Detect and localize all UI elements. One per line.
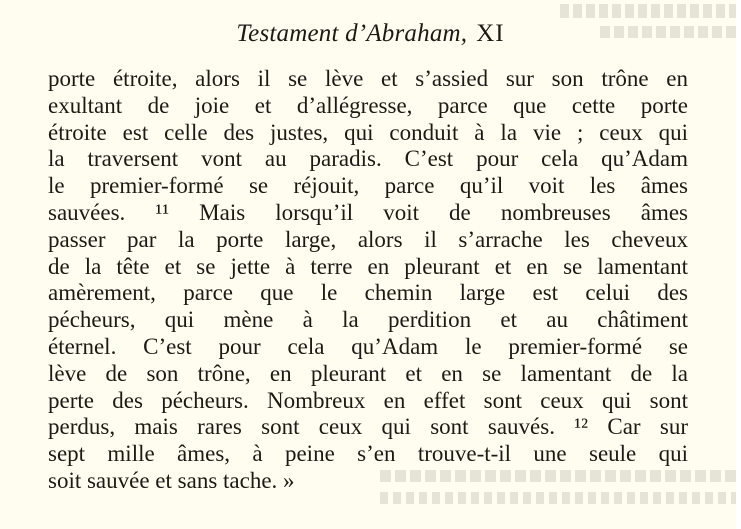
text-line: pécheurs, qui mène à la perdition et au châtiment [48, 307, 688, 333]
text-line: perte des pécheurs. Nombreux en effet sont ceux qui sont [48, 387, 688, 413]
text-line: sauvées. ¹¹ Mais lorsqu’il voit de nombreuses âmes [48, 199, 688, 225]
text-line: lève de son trône, en pleurant et en se lamentant de la [48, 360, 688, 386]
running-header [0, 12, 741, 56]
text-line: perdus, mais rares sont ceux qui sont sauvés. ¹² Car sur [48, 414, 688, 440]
text-line-last: soit sauvée et sans tache. » [48, 467, 295, 493]
right-scan-edge [736, 0, 741, 529]
text-line: éternel. C’est pour cela qu’Adam le premier-formé se [48, 333, 688, 359]
text-line: de la tête et se jette à terre en pleurant et en se lamentant [48, 253, 688, 279]
text-line: sept mille âmes, à peine s’en trouve-t-il une seule qui [48, 441, 688, 467]
text-line: porte étroite, alors il se lève et s’assied sur son trône en [48, 66, 688, 91]
body-text [48, 66, 688, 495]
text-line: passer par la porte large, alors il s’arrache les cheveux [48, 226, 688, 252]
text-line: le premier-formé se réjouit, parce qu’il voit les âmes [48, 173, 688, 199]
text-line: amèrement, parce que le chemin large est celui des [48, 280, 688, 306]
text-line: exultant de joie et d’allégresse, parce que cette porte [48, 92, 688, 118]
chapter-number: XI [476, 20, 505, 47]
running-title: Testament d’Abraham, [236, 20, 468, 47]
text-line: la traversent vont au paradis. C’est pour cela qu’Adam [48, 146, 688, 172]
text-line: étroite est celle des justes, qui conduit à la vie ; ceux qui [48, 119, 688, 145]
